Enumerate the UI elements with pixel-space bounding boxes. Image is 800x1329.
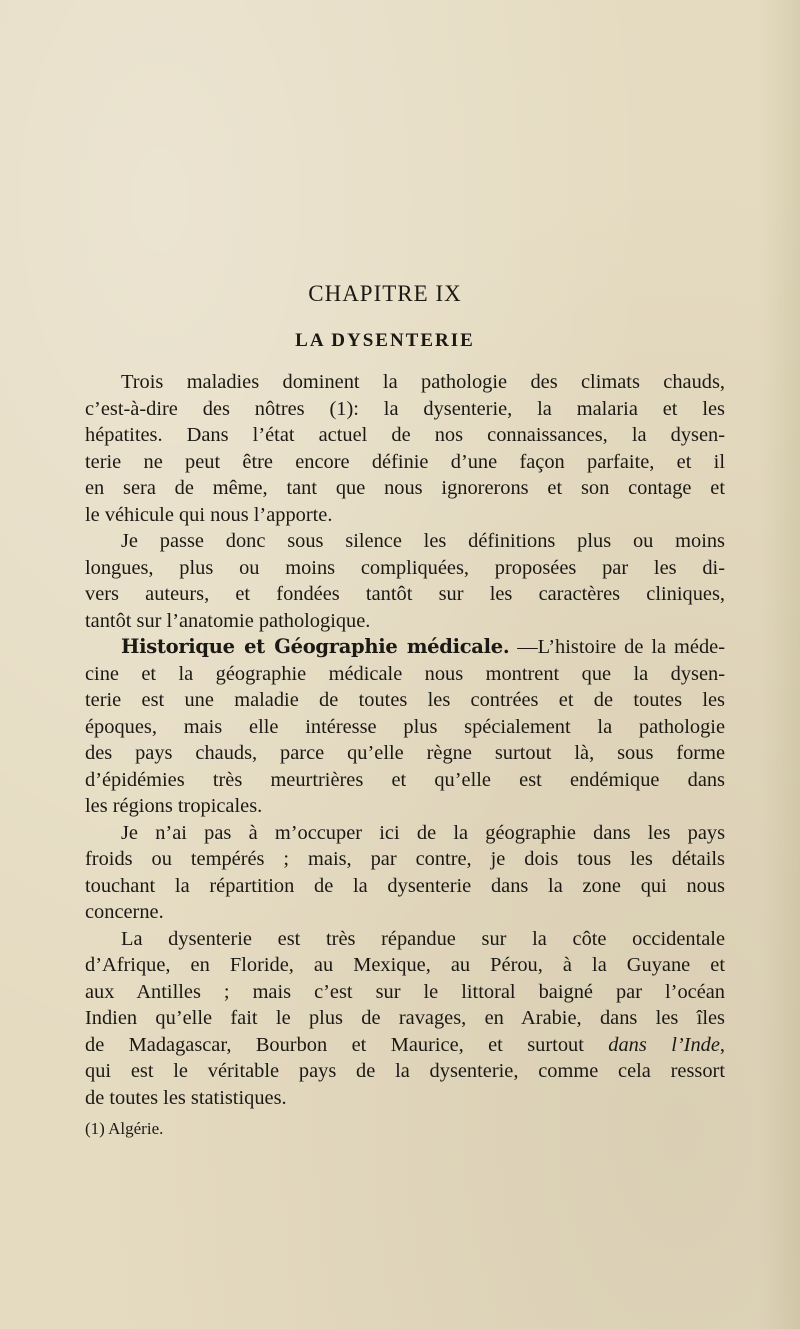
chapter-title: LA DYSENTERIE <box>295 330 475 351</box>
line-text: La dysenterie est très répandue sur la côte occidentale <box>121 927 725 950</box>
text-line <box>85 820 725 847</box>
line-text: le véhicule qui nous l’apporte. <box>85 503 333 526</box>
line-text: vers auteurs, et fondées tantôt sur les caractères cliniques, <box>85 583 725 605</box>
text-line <box>85 661 725 688</box>
text-line <box>85 767 725 794</box>
text-line <box>85 1085 725 1112</box>
line-text: cine et la géographie médicale nous montrent que la dysen- <box>85 662 725 685</box>
text-line <box>85 979 725 1006</box>
body-text <box>85 369 725 1111</box>
text-line <box>85 926 725 953</box>
line-text: hépatites. Dans l’état actuel de nos connaissances, la dysen- <box>85 424 725 446</box>
line-text: froids ou tempérés ; mais, par contre, je dois tous les détails <box>85 848 725 870</box>
line-text: longues, plus ou moins compliquées, proposées par les di- <box>85 556 725 579</box>
line-text: des pays chauds, parce qu’elle règne surtout là, sous forme <box>85 742 725 764</box>
line-text: terie ne peut être encore définie d’une façon parfaite, et il <box>85 450 725 473</box>
text-line <box>85 740 725 767</box>
line-text: d’épidémies très meurtrières et qu’elle est endémique dans <box>85 768 725 791</box>
line-text: qui est le véritable pays de la dysenterie, comme cela ressort <box>85 1060 725 1082</box>
text-line <box>85 634 725 661</box>
text-line <box>85 475 725 502</box>
page-edge-shadow <box>760 0 800 1329</box>
line-text: de toutes les statistiques. <box>85 1086 287 1109</box>
line-text: , <box>719 1033 725 1056</box>
line-text: Indien qu’elle fait le plus de ravages, en Arabie, dans les îles <box>85 1007 725 1029</box>
text-line <box>85 396 725 423</box>
line-text: touchant la répartition de la dysenterie dans la zone qui nous <box>85 874 725 897</box>
text-line <box>85 793 725 820</box>
line-text: aux Antilles ; mais c’est sur le littoral baigné par l’océan <box>85 980 725 1003</box>
text-line <box>85 952 725 979</box>
footnote: (1) Algérie. <box>85 1119 164 1138</box>
text-line <box>85 873 725 900</box>
line-text: d’Afrique, en Floride, au Mexique, au Pérou, à la Guyane et <box>85 954 725 976</box>
section-heading: Historique et Géographie médicale. <box>121 635 510 658</box>
text-line <box>85 899 725 926</box>
text-line <box>85 449 725 476</box>
line-text: Je passe donc sous silence les définitions plus ou moins <box>121 530 725 552</box>
text-line <box>85 502 725 529</box>
text-line <box>85 687 725 714</box>
text-line <box>85 846 725 873</box>
line-text: c’est-à-dire des nôtres (1): la dysenterie, la malaria et les <box>85 397 725 420</box>
text-line <box>85 1005 725 1032</box>
line-text: en sera de même, tant que nous ignorerons et son contage et <box>85 477 725 499</box>
text-line <box>85 1032 725 1059</box>
text-line <box>85 608 725 635</box>
line-text: —L’histoire de la méde- <box>509 636 725 658</box>
text-line <box>85 581 725 608</box>
line-text: terie est une maladie de toutes les contrées et de toutes les <box>85 689 725 711</box>
line-text: les régions tropicales. <box>85 795 263 817</box>
line-text: Je n’ai pas à m’occuper ici de la géographie dans les pays <box>121 821 725 844</box>
italic-text: dans l’Inde <box>608 1033 720 1056</box>
text-line <box>85 422 725 449</box>
text-line <box>85 555 725 582</box>
line-text: de Madagascar, Bourbon et Maurice, et surtout <box>85 1033 609 1056</box>
line-text: concerne. <box>85 901 164 923</box>
text-line <box>85 528 725 555</box>
text-line <box>85 1058 725 1085</box>
text-line <box>85 369 725 396</box>
line-text: Trois maladies dominent la pathologie des climats chauds, <box>121 371 725 393</box>
text-line <box>85 714 725 741</box>
line-text: époques, mais elle intéresse plus spécialement la pathologie <box>85 715 725 738</box>
line-text: tantôt sur l’anatomie pathologique. <box>85 609 371 632</box>
chapter-label: CHAPITRE IX <box>308 281 462 306</box>
